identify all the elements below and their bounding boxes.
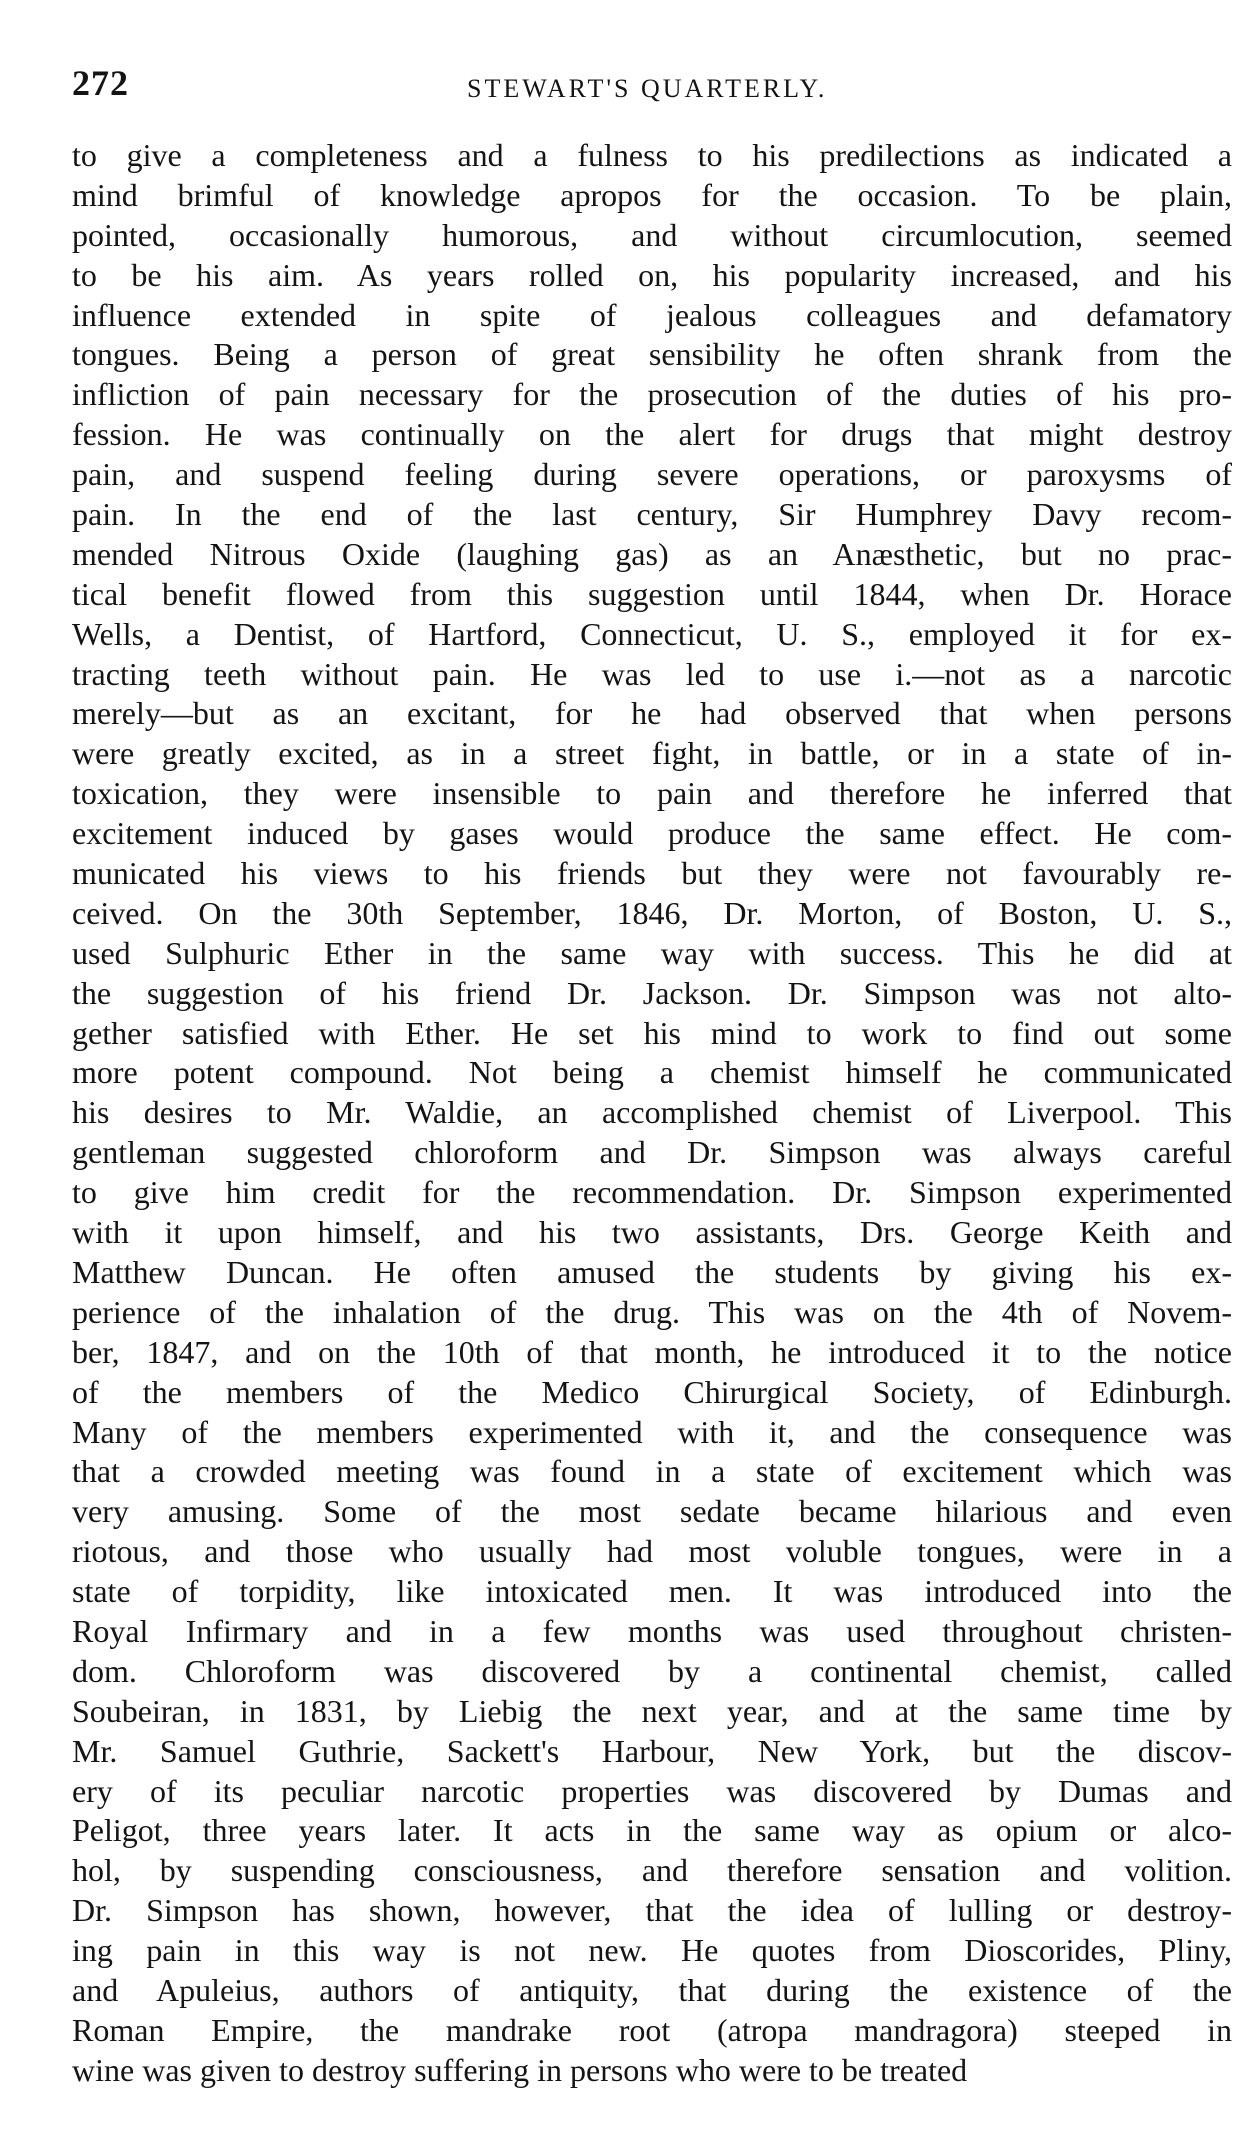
text-line: mended Nitrous Oxide (laughing gas) as an Anæsthetic, but no prac- <box>72 535 1232 572</box>
text-line: ery of its peculiar narcotic properties was discovered by Dumas and <box>72 1772 1232 1809</box>
running-title: STEWART'S QUARTERLY. <box>467 74 828 103</box>
text-line: to be his aim. As years rolled on, his popularity increased, and his <box>72 256 1232 293</box>
text-line: Dr. Simpson has shown, however, that the idea of lulling or destroy- <box>72 1892 1232 1929</box>
text-line: Roman Empire, the mandrake root (atropa mandragora) steeped in <box>72 2011 1232 2048</box>
text-line: gentleman suggested chloroform and Dr. Simpson was always careful <box>72 1134 1232 1171</box>
text-line: tongues. Being a person of great sensibility he often shrank from the <box>72 336 1232 373</box>
text-line: riotous, and those who usually had most voluble tongues, were in a <box>72 1533 1232 1570</box>
text-line: gether satisfied with Ether. He set his mind to work to find out some <box>72 1014 1232 1051</box>
text-line: of the members of the Medico Chirurgical Society, of Edinburgh. <box>72 1373 1232 1410</box>
text-line: Mr. Samuel Guthrie, Sackett's Harbour, New York, but the discov- <box>72 1732 1232 1769</box>
text-line: state of torpidity, like intoxicated men. It was introduced into the <box>72 1573 1232 1610</box>
text-line: tracting teeth without pain. He was led to use i.—not as a narcotic <box>72 655 1232 692</box>
text-line: his desires to Mr. Waldie, an accomplished chemist of Liverpool. This <box>72 1094 1232 1131</box>
text-line: perience of the inhalation of the drug. This was on the 4th of Novem- <box>72 1293 1232 1330</box>
text-line: infliction of pain necessary for the prosecution of the duties of his pro- <box>72 376 1232 413</box>
text-line: tical benefit flowed from this suggestion until 1844, when Dr. Horace <box>72 575 1232 612</box>
text-line: pointed, occasionally humorous, and without circumlocution, seemed <box>72 216 1232 253</box>
text-line: Many of the members experimented with it, and the consequence was <box>72 1413 1232 1450</box>
text-line: influence extended in spite of jealous colleagues and defamatory <box>72 296 1232 333</box>
text-line: pain. In the end of the last century, Sir Humphrey Davy recom- <box>72 496 1232 533</box>
text-line: Matthew Duncan. He often amused the students by giving his ex- <box>72 1253 1232 1290</box>
text-line: to give him credit for the recommendation. Dr. Simpson experimented <box>72 1174 1232 1211</box>
text-line: ceived. On the 30th September, 1846, Dr. Morton, of Boston, U. S., <box>72 894 1232 931</box>
text-line: the suggestion of his friend Dr. Jackson. Dr. Simpson was not alto- <box>72 974 1232 1011</box>
page-header <box>72 62 1232 118</box>
text-line: fession. He was continually on the alert for drugs that might destroy <box>72 416 1232 453</box>
text-line: Wells, a Dentist, of Hartford, Connecticut, U. S., employed it for ex- <box>72 615 1232 652</box>
text-line: merely—but as an excitant, for he had observed that when persons <box>72 695 1232 732</box>
text-line: mind brimful of knowledge apropos for the occasion. To be plain, <box>72 176 1232 213</box>
text-line: to give a completeness and a fulness to his predilections as indicated a <box>72 137 1232 173</box>
text-line: very amusing. Some of the most sedate became hilarious and even <box>72 1493 1232 1530</box>
page-number: 272 <box>72 63 129 103</box>
body-text <box>72 136 1232 2091</box>
text-line: hol, by suspending consciousness, and therefore sensation and volition. <box>72 1852 1232 1889</box>
text-line: and Apuleius, authors of antiquity, that during the existence of the <box>72 1971 1232 2008</box>
text-line: toxication, they were insensible to pain and therefore he inferred that <box>72 775 1232 812</box>
text-line: pain, and suspend feeling during severe operations, or paroxysms of <box>72 456 1232 493</box>
text-line: Peligot, three years later. It acts in the same way as opium or alco- <box>72 1812 1232 1849</box>
text-line: Royal Infirmary and in a few months was used throughout christen- <box>72 1612 1232 1649</box>
text-line: municated his views to his friends but they were not favourably re- <box>72 855 1232 892</box>
text-line: used Sulphuric Ether in the same way with success. This he did at <box>72 934 1232 971</box>
text-line: that a crowded meeting was found in a state of excitement which was <box>72 1453 1232 1490</box>
text-line: dom. Chloroform was discovered by a continental chemist, called <box>72 1652 1232 1689</box>
text-line: ing pain in this way is not new. He quotes from Dioscorides, Pliny, <box>72 1932 1232 1969</box>
text-line: wine was given to destroy suffering in persons who were to be treated <box>72 2051 968 2088</box>
text-line: Soubeiran, in 1831, by Liebig the next year, and at the same time by <box>72 1692 1232 1729</box>
text-line: excitement induced by gases would produce the same effect. He com- <box>72 815 1232 852</box>
text-line: ber, 1847, and on the 10th of that month, he introduced it to the notice <box>72 1333 1232 1370</box>
text-line: more potent compound. Not being a chemist himself he communicated <box>72 1054 1232 1091</box>
text-line: were greatly excited, as in a street fight, in battle, or in a state of in- <box>72 735 1232 772</box>
text-line: with it upon himself, and his two assistants, Drs. George Keith and <box>72 1214 1232 1251</box>
